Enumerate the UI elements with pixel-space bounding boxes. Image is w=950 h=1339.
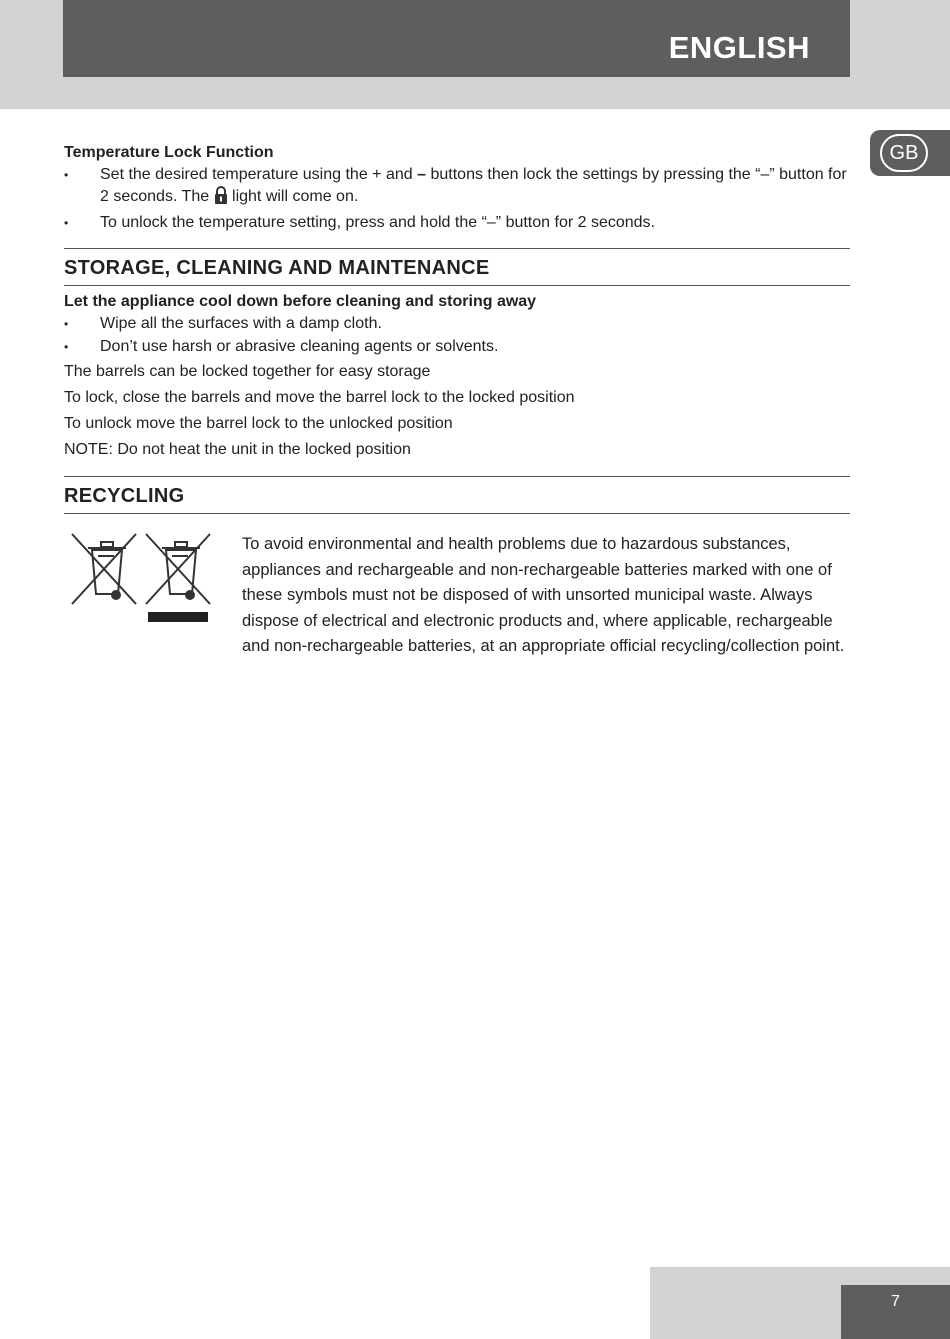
gb-badge: GB (880, 134, 928, 172)
list-item: • To unlock the temperature setting, press and hold the “–” button for 2 seconds. (64, 212, 850, 234)
storage-list (64, 313, 850, 358)
page-content (64, 142, 850, 660)
temp-lock-list (64, 164, 850, 234)
bullet-text: buttons then lock the settings by pressing the “–” button for 2 seconds. The (100, 166, 847, 205)
bullet-text: light will come on. (232, 188, 359, 205)
bullet-text: and (385, 166, 413, 183)
storage-paragraph: To unlock move the barrel lock to the unlocked position (64, 415, 453, 432)
storage-subheading: Let the appliance cool down before cleaning and storing away (64, 293, 537, 310)
bullet-text: Set the desired temperature using the (100, 166, 368, 183)
crossed-bin-icon (70, 532, 138, 660)
language-title: ENGLISH (668, 30, 810, 65)
header-box (63, 0, 850, 77)
language-tab (870, 130, 950, 176)
plus-symbol: + (372, 166, 382, 183)
page-number: 7 (891, 1293, 900, 1310)
minus-symbol: – (417, 166, 427, 183)
list-item: • Wipe all the surfaces with a damp cloth. (64, 313, 850, 335)
storage-paragraph: To lock, close the barrels and move the barrel lock to the locked position (64, 389, 575, 406)
list-item (64, 164, 850, 211)
crossed-bin-bar-icon (144, 532, 212, 660)
temp-lock-title: Temperature Lock Function (64, 144, 274, 161)
recycling-block (64, 532, 850, 660)
storage-paragraph: The barrels can be locked together for easy storage (64, 363, 431, 380)
storage-note: NOTE: Do not heat the unit in the locked position (64, 441, 411, 458)
recycling-heading: RECYCLING (64, 477, 850, 514)
recycling-text: To avoid environmental and health problems due to hazardous substances, appliances and rechargeable and non-rechargeable batteries marked with one of these symbols must not be disposed of with unsorted municipal waste. Always dispose of electrical and electronic products and, where applicable, rechargeable and non-rechargeable batteries, at an appropriate official recycling/collection point. (242, 535, 845, 655)
lock-icon (214, 186, 228, 211)
recycling-icons (64, 532, 242, 660)
list-item: • Don’t use harsh or abrasive cleaning agents or solvents. (64, 336, 850, 358)
storage-heading: STORAGE, CLEANING AND MAINTENANCE (64, 249, 850, 286)
footer-box (841, 1285, 950, 1339)
